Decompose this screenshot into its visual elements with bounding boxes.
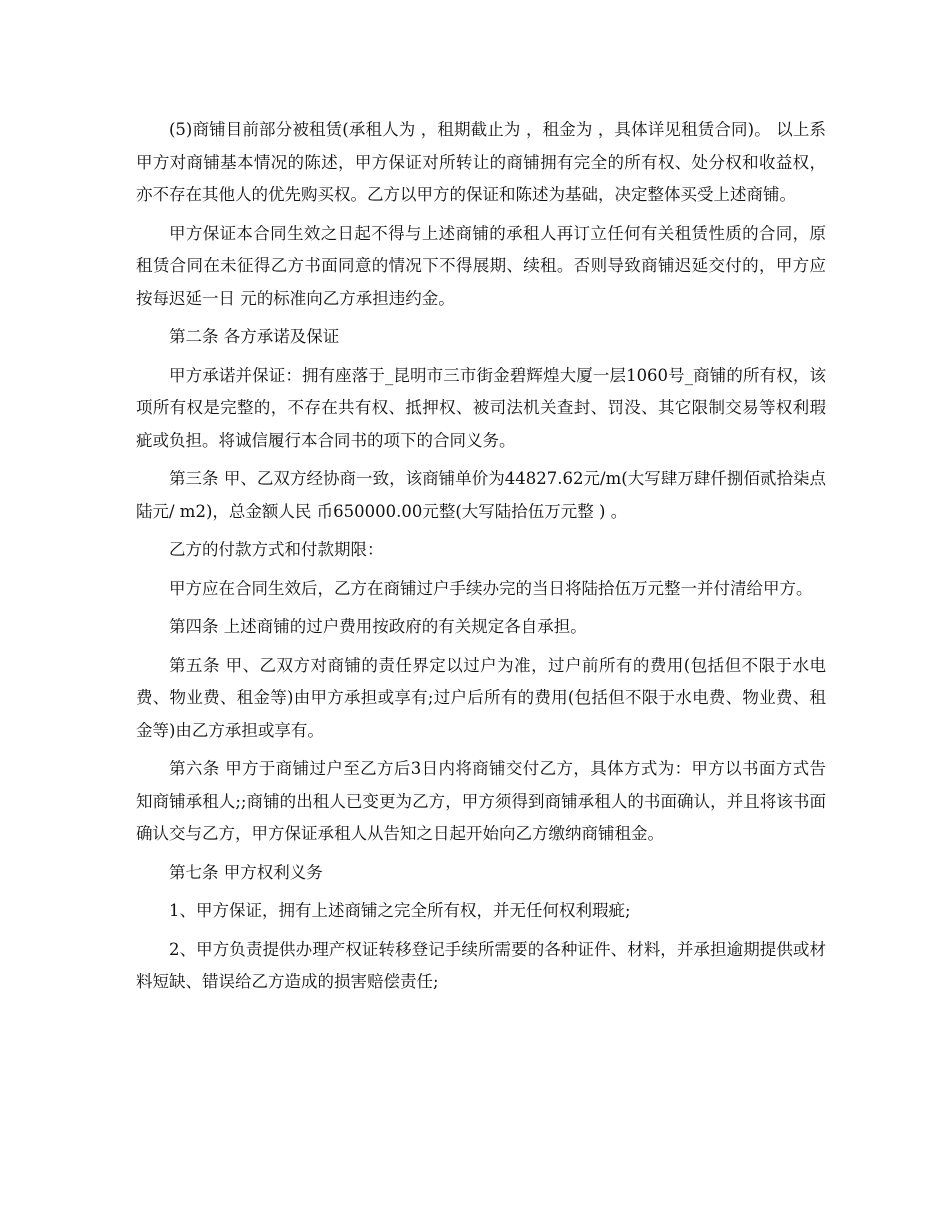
- heading-article-7: 第七条 甲方权利义务: [169, 862, 323, 882]
- paragraph-article-3-price: 第三条 甲、乙双方经协商一致，该商铺单价为44827.62元/m(大写肆万肆仟捌佰贰拾柒点陆元/ m2)，总金额人民 币650000.00元整(大写陆拾伍万元整 ) 。: [136, 469, 826, 521]
- paragraph-article-4: 第四条 上述商铺的过户费用按政府的有关规定各自承担。: [169, 617, 587, 636]
- document-page: [136, 114, 826, 1005]
- paragraph-party-a-commitment: 甲方承诺并保证：拥有座落于_昆明市三市街金碧辉煌大厦一层1060号_商铺的所有权，该项所有权是完整的，不存在共有权、抵押权、被司法机关查封、罚没、其它限制交易等权利瑕疵或负担。将诚信履行本合同书的项下的合同义务。: [136, 365, 826, 450]
- paragraph-lease-guarantee: 甲方保证本合同生效之日起不得与上述商铺的承租人再订立任何有关租赁性质的合同，原租赁合同在未征得乙方书面同意的情况下不得展期、续租。否则导致商铺迟延交付的，甲方应按每迟延一日 元的标准向乙方承担违约金。: [136, 223, 826, 308]
- paragraph-payment-terms: 甲方应在合同生效后，乙方在商铺过户手续办完的当日将陆拾伍万元整一并付清给甲方。: [169, 578, 813, 598]
- paragraph-article-7-item-1: 1、甲方保证，拥有上述商铺之完全所有权，并无任何权利瑕疵;: [169, 901, 631, 920]
- paragraph-payment-method-heading: 乙方的付款方式和付款期限：: [169, 540, 384, 559]
- paragraph-article-7-item-2: 2、甲方负责提供办理产权证转移登记手续所需要的各种证件、材料，并承担逾期提供或材料短缺、错误给乙方造成的损害赔偿责任;: [136, 939, 826, 991]
- paragraph-lease-status: (5)商铺目前部分被租赁(承租人为 ，租期截止为 ，租金为 ，具体详见租赁合同)。 以上系甲方对商铺基本情况的陈述，甲方保证对所转让的商铺拥有完全的所有权、处分权和收益权，亦不存在其他人的优先购买权。乙方以甲方的保证和陈述为基础，决定整体买受上述商铺。: [136, 120, 826, 204]
- paragraph-article-5: 第五条 甲、乙双方对商铺的责任界定以过户为准，过户前所有的费用(包括但不限于水电费、物业费、租金等)由甲方承担或享有;过户后所有的费用(包括但不限于水电费、物业费、租金等)由乙方承担或享有。: [136, 655, 826, 740]
- paragraph-article-6: 第六条 甲方于商铺过户至乙方后3日内将商铺交付乙方，具体方式为：甲方以书面方式告知商铺承租人;;商铺的出租人已变更为乙方，甲方须得到商铺承租人的书面确认，并且将该书面确认交与乙方，甲方保证承租人从告知之日起开始向乙方缴纳商铺租金。: [136, 759, 826, 843]
- heading-article-2: 第二条 各方承诺及保证: [169, 327, 340, 346]
